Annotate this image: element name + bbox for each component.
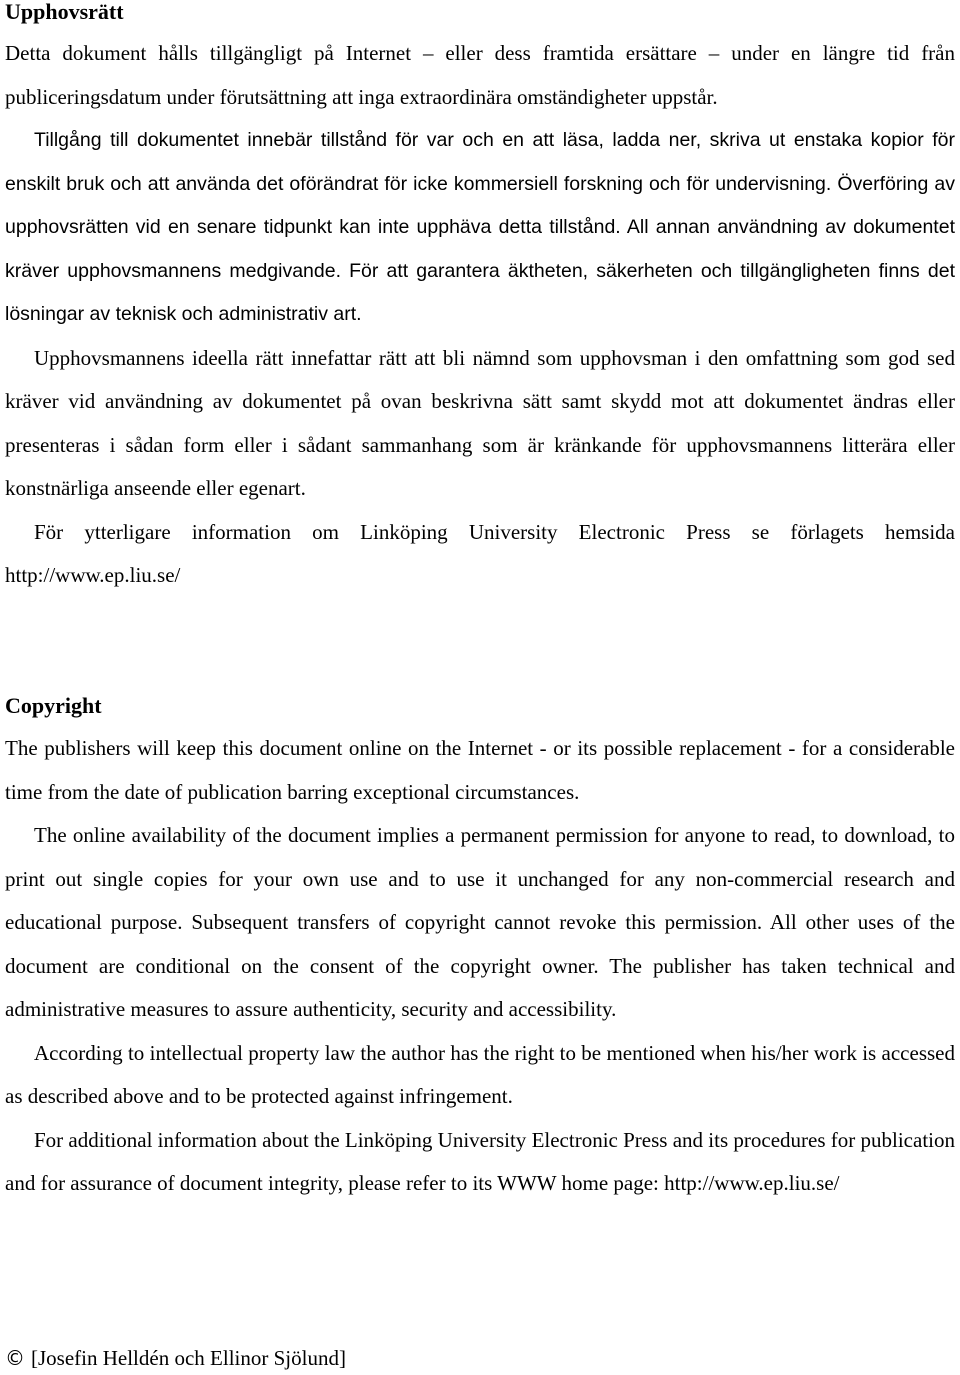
english-paragraph-4: For additional information about the Linköping University Electronic Press and its procedures for publication and for assurance of document integrity, please refer to its WWW home page: http://www.ep.liu.se/ xyxy=(5,1127,955,1195)
swedish-paragraph-3: Upphovsmannens ideella rätt innefattar rätt att bli nämnd som upphovsman i den omfattning som god sed kräver vid användning av dokumentet på ovan beskrivna sätt samt skydd mot att dokumentet ändras eller presenteras i sådan form eller i sådant sammanhang som är kränkande för upphovsmannens litterära eller konstnärliga anseende eller egenart. xyxy=(5,345,955,500)
english-paragraph-3: According to intellectual property law the author has the right to be mentioned when his/her work is accessed as described above and to be protected against infringement. xyxy=(5,1040,955,1108)
swedish-copyright-section xyxy=(5,32,955,598)
author-names: [Josefin Helldén och Ellinor Sjölund] xyxy=(31,1346,346,1370)
swedish-paragraph-2: Tillgång till dokumentet innebär tillstånd för var och en att läsa, ladda ner, skriva ut enstaka kopior för enskilt bruk och att använda det oförändrat för icke kommersiell forskning och för undervisning. Överföring av upphovsrätten vid en senare tidpunkt kan inte upphäva detta tillstånd. All annan användning av dokumentet kräver upphovsmannens medgivande. För att garantera äktheten, säkerheten och tillgängligheten finns det lösningar av teknisk och administrativ art. xyxy=(5,129,955,325)
copyright-symbol-icon: © xyxy=(5,1346,25,1370)
author-footer xyxy=(5,1343,346,1373)
english-paragraph-2: The online availability of the document implies a permanent permission for anyone to read, to download, to print out single copies for your own use and to use it unchanged for any non-commercial research and educational purpose. Subsequent transfers of copyright cannot revoke this permission. All other uses of the document are conditional on the consent of the copyright owner. The publisher has taken technical and administrative measures to assure authenticity, security and accessibility. xyxy=(5,823,955,1021)
swedish-paragraph-1: Detta dokument hålls tillgängligt på Internet – eller dess framtida ersättare – under en längre tid från publiceringsdatum under förutsättning att inga extraordinära omständigheter uppstår. xyxy=(5,41,955,109)
swedish-copyright-heading: Upphovsrätt xyxy=(5,0,124,24)
swedish-paragraph-4: För ytterligare information om Linköping University Electronic Press se förlagets hemsida http://www.ep.liu.se/ xyxy=(5,519,955,587)
english-paragraph-1: The publishers will keep this document online on the Internet - or its possible replacement - for a considerable time from the date of publication barring exceptional circumstances. xyxy=(5,736,955,804)
english-copyright-section xyxy=(5,727,955,1206)
english-copyright-heading: Copyright xyxy=(5,693,102,718)
